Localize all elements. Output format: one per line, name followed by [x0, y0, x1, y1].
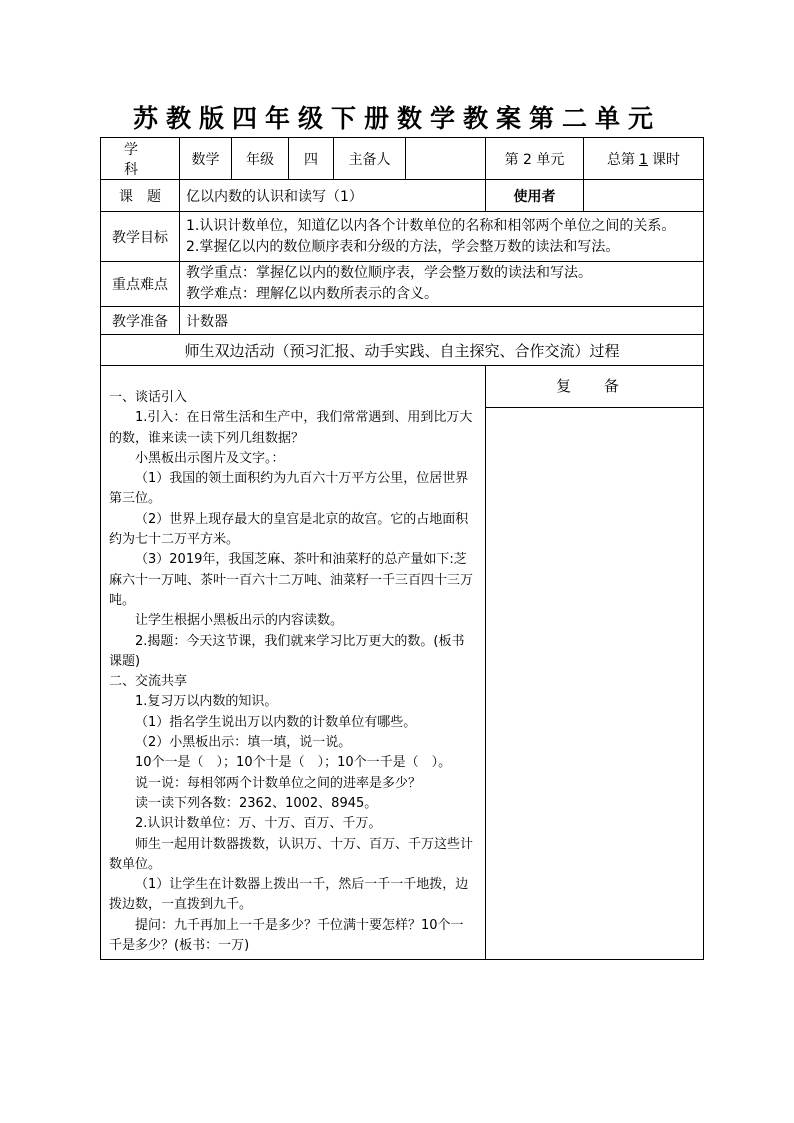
process-paragraph: （1）我国的领土面积约为九百六十万平方公里，位居世界第三位。 — [109, 471, 469, 507]
lesson-plan-table — [100, 137, 704, 960]
lesson-number: 1 — [639, 151, 648, 168]
document-title: 苏教版四年级下册数学教案第二单元 — [132, 104, 661, 133]
process-paragraph: 一、谈话引入 — [109, 390, 188, 405]
process-paragraph: 师生一起用计数器拨数，认识万、十万、百万、千万这些计数单位。 — [109, 836, 474, 872]
process-paragraph: 1.引入：在日常生活和生产中，我们常常遇到、用到比万大的数，谁来读一读下列几组数据？ — [109, 410, 473, 446]
prep-value: 计数器 — [180, 307, 704, 335]
grade-value: 四 — [289, 138, 334, 180]
user-value — [584, 180, 704, 212]
process-paragraph: 2.揭题：今天这节课，我们就来学习比万更大的数。(板书课题) — [109, 633, 465, 669]
lesson-count — [584, 138, 704, 180]
process-paragraph: 二、交流共享 — [109, 674, 188, 690]
process-paragraph: （2）小黑板出示：填一填，说一说。 — [135, 735, 352, 751]
user-label: 使用者 — [486, 180, 584, 212]
grade-label: 年级 — [232, 138, 289, 180]
process-paragraph: 读一读下列各数：2362、1002、8945。 — [135, 795, 378, 811]
subject-label: 学 科 — [101, 138, 180, 180]
goals-row — [101, 212, 704, 262]
process-paragraph: （2）世界上现存最大的皇宫是北京的故宫。它的占地面积约为七十二万平方米。 — [109, 511, 469, 548]
preparer-value — [406, 138, 486, 180]
review-cell — [486, 366, 704, 960]
process-row — [101, 366, 704, 960]
key-points-label: 重点难点 — [101, 262, 180, 307]
topic-value: 亿以内数的认识和读写（1） — [180, 180, 486, 212]
topic-label: 课 题 — [101, 180, 180, 212]
process-paragraph: （1）让学生在计数器上拨出一千，然后一千一千地拨，边拨边数，一直拨到九千。 — [109, 877, 469, 913]
goal-line-1: 1.认识计数单位，知道亿以内各个计数单位的名称和相邻两个单位之间的关系。 — [186, 217, 676, 234]
review-header: 复 备 — [486, 366, 703, 408]
key-points-row — [101, 262, 704, 307]
header-row — [101, 138, 704, 180]
goals-content — [180, 212, 704, 262]
lesson-suffix: 课时 — [651, 151, 680, 168]
unit-number: 第 2 单元 — [486, 138, 584, 180]
prep-label: 教学准备 — [101, 307, 180, 335]
process-header: 师生双边活动（预习汇报、动手实践、自主探究、合作交流）过程 — [101, 335, 704, 366]
process-paragraph: 让学生根据小黑板出示的内容读数。 — [135, 613, 344, 629]
topic-row — [101, 180, 704, 212]
key-point-line-1: 教学重点：掌握亿以内的数位顺序表，学会整万数的读法和写法。 — [186, 265, 592, 281]
process-content-cell — [101, 366, 486, 960]
subject-value: 数学 — [180, 138, 232, 180]
process-paragraph: （1）指名学生说出万以内数的计数单位有哪些。 — [135, 714, 417, 730]
goals-label: 教学目标 — [101, 212, 180, 262]
goal-line-2: 2.掌握亿以内的数位顺序表和分级的方法，学会整万数的读法和写法。 — [186, 238, 620, 255]
process-paragraph: 10个一是（ ）；10个十是（ ）；10个一千是（ ）。 — [135, 755, 452, 771]
process-paragraph: （3）2019年，我国芝麻、茶叶和油菜籽的总产量如下:芝麻六十一万吨、茶叶一百六十二万吨、油菜籽一千三百四十三万吨。 — [109, 552, 474, 608]
process-paragraph: 1.复习万以内数的知识。 — [135, 694, 278, 710]
process-paragraph: 小黑板出示图片及文字。： — [135, 450, 285, 466]
process-paragraph: 说一说：每相邻两个计数单位之间的进率是多少？ — [135, 775, 422, 791]
key-points-content — [180, 262, 704, 307]
process-header-row — [101, 335, 704, 366]
process-paragraph: 提问：九千再加上一千是多少？千位满十要怎样？10个一千是多少？(板书：一万) — [109, 917, 464, 954]
prep-row — [101, 307, 704, 335]
key-point-line-2: 教学难点：理解亿以内数所表示的含义。 — [186, 286, 438, 302]
process-content — [101, 366, 485, 956]
process-paragraph: 2.认识计数单位：万、十万、百万、千万。 — [135, 816, 382, 832]
lesson-prefix: 总第 — [607, 151, 636, 168]
preparer-label: 主备人 — [334, 138, 406, 180]
